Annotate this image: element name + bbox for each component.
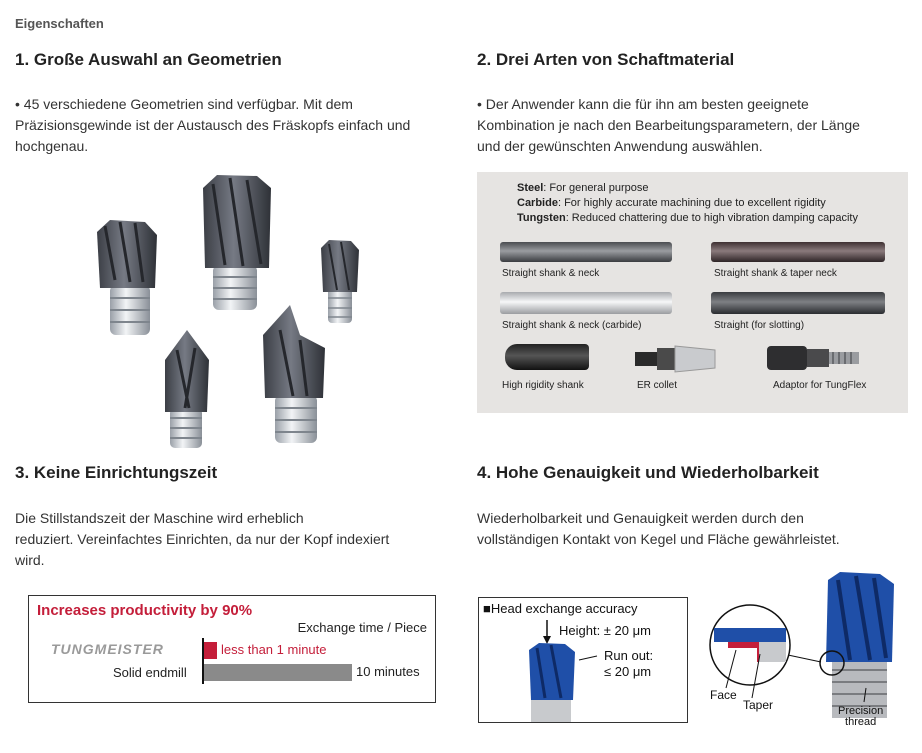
tool-head-a: [97, 220, 157, 335]
shank-label: High rigidity shank: [502, 380, 584, 391]
feature-1-text: • 45 verschiedene Geometrien sind verfügbar. Mit dem Präzisionsgewinde ist der Austausch des Fräskopfs einfach und hochgenau.: [15, 96, 411, 154]
shank-straight-slotting: [711, 292, 885, 314]
tool-head-d: [165, 330, 209, 448]
tool-head-e: [263, 305, 325, 443]
shank-label: Straight shank & neck: [502, 268, 600, 279]
square-icon: ■: [483, 601, 491, 616]
shank-label: Straight (for slotting): [714, 320, 805, 331]
bar-label-solid-endmill: 10 minutes: [356, 664, 420, 679]
section-label: Eigenschaften: [15, 16, 104, 31]
bar-solid-endmill: [204, 664, 352, 681]
shank-high-rigidity: [505, 344, 589, 370]
productivity-chart: [28, 595, 436, 703]
feature-2-text: • Der Anwender kann die für ihn am besten geeignete Kombination je nach den Bearbeitungsparametern, der Länge und der gewünschten Anwendung auswählen.: [477, 96, 860, 154]
productivity-title: Increases productivity by 90%: [37, 602, 253, 619]
thread-label: Precision thread: [838, 705, 884, 728]
shank-label: ER collet: [637, 380, 678, 391]
tungmeister-logo: TUNGMEISTER: [51, 641, 164, 657]
feature-2-title: 2. Drei Arten von Schaftmaterial: [477, 50, 735, 69]
row-label-solid-endmill: Solid endmill: [113, 665, 187, 680]
accuracy-diagram: [478, 597, 688, 723]
shank-label: Straight shank & neck (carbide): [502, 320, 642, 331]
shank-label: Straight shank & taper neck: [714, 268, 837, 279]
face-label: Face: [710, 688, 737, 702]
runout-label-2: ≤ 20 μm: [604, 664, 652, 679]
er-collet-icon: [635, 342, 725, 374]
legend-steel: Steel: For general purpose: [517, 182, 649, 194]
feature-3-title: 3. Keine Einrichtungszeit: [15, 463, 218, 482]
productivity-header: Exchange time / Piece: [297, 620, 427, 635]
head-sketch: [479, 598, 687, 722]
height-label: Height: ± 20 μm: [559, 623, 651, 638]
accuracy-title: ■Head exchange accuracy: [483, 601, 638, 616]
feature-4-text: Wiederholbarkeit und Genauigkeit werden durch den vollständigen Kontakt von Kegel und Fläche gewährleistet.: [477, 510, 840, 547]
bar-label-tungmeister: less than 1 minute: [221, 642, 327, 657]
tool-head-c: [321, 240, 359, 323]
shank-label: Adaptor for TungFlex: [773, 380, 867, 391]
legend-carbide: Carbide: For highly accurate machining due to excellent rigidity: [517, 197, 826, 209]
tungflex-adaptor-icon: [767, 340, 867, 374]
taper-label: Taper: [743, 698, 774, 712]
runout-label-1: Run out:: [604, 648, 654, 663]
tool-heads-image: [85, 170, 375, 455]
legend-tungsten: Tungsten: Reduced chattering due to high vibration damping capacity: [517, 212, 858, 224]
bar-tungmeister: [204, 642, 217, 659]
shank-types-panel: [477, 172, 908, 413]
feature-3-text: Die Stillstandszeit der Maschine wird erheblich reduziert. Vereinfachtes Einrichten, da nur der Kopf indexiert wird.: [15, 510, 390, 568]
shank-carbide-neck: [500, 292, 672, 314]
tool-head-b: [203, 175, 271, 310]
shank-straight-neck: [500, 242, 672, 262]
feature-4-title: 4. Hohe Genauigkeit und Wiederholbarkeit: [477, 463, 819, 482]
feature-1-title: 1. Große Auswahl an Geometrien: [15, 50, 282, 69]
shank-taper-neck: [711, 242, 885, 262]
